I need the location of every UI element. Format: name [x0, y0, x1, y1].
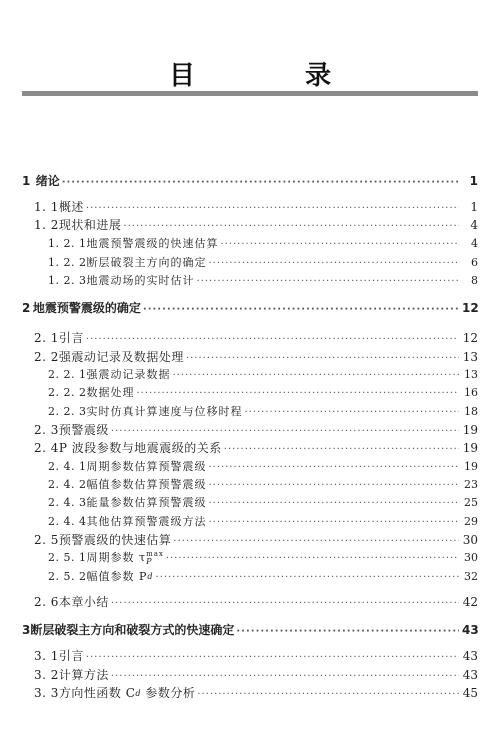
toc-title	[59, 531, 174, 549]
toc-subsection[interactable]	[48, 272, 478, 290]
toc-title-text: 绪论	[35, 174, 60, 188]
toc-page-number: 30	[462, 533, 478, 547]
toc-title-text: 幅值参数估算预警震级	[86, 478, 207, 491]
title-rule	[22, 91, 478, 96]
toc-title-text: 周期参数估算预警震级	[86, 460, 207, 473]
toc-page-number: 43	[462, 623, 479, 637]
toc-title	[86, 549, 165, 567]
toc-section[interactable]	[34, 329, 478, 347]
toc-page-number: 32	[464, 570, 478, 583]
toc-section[interactable]	[34, 531, 478, 549]
toc-title	[59, 329, 86, 347]
toc-number: 1. 2. 2	[48, 256, 87, 269]
toc-number: 2. 2	[34, 350, 59, 364]
math-script	[146, 550, 164, 566]
toc-title	[86, 254, 208, 272]
toc-section[interactable]	[34, 348, 478, 366]
toc-title	[59, 421, 111, 439]
toc-title-text: 引言	[58, 649, 84, 663]
toc-title	[33, 299, 143, 317]
toc-number: 1. 1	[34, 200, 59, 214]
toc-page-number: 4	[471, 237, 478, 250]
toc-title	[30, 621, 236, 639]
toc-title-suffix: 参数分析	[141, 686, 196, 700]
toc-number: 2. 1	[34, 331, 59, 345]
toc-title	[86, 384, 136, 402]
toc-subsection[interactable]	[48, 366, 478, 384]
toc-page-number: 13	[464, 368, 478, 381]
dot-leader	[208, 477, 459, 495]
dot-leader	[208, 255, 459, 273]
toc-title-text: 周期参数 τ	[86, 551, 147, 564]
toc-page-number: 8	[471, 274, 478, 287]
toc-title	[59, 593, 111, 611]
toc-title-text: 现状和进展	[58, 218, 122, 232]
toc-title-text: 强震动记录数据	[86, 368, 171, 381]
toc-title	[59, 216, 124, 234]
toc-number: 2. 4. 2	[48, 478, 87, 491]
toc-subsection[interactable]	[48, 513, 478, 531]
dot-leader	[208, 459, 459, 477]
toc-page-number: 19	[462, 423, 478, 437]
toc-page-number: 12	[462, 301, 479, 315]
toc-page-number: 43	[462, 649, 478, 663]
toc-number: 2. 2. 2	[48, 386, 87, 399]
toc-title-text: 预警震级	[58, 423, 109, 437]
toc-page-number: 29	[464, 515, 478, 528]
toc-section[interactable]	[34, 216, 478, 234]
dot-leader	[208, 514, 459, 532]
toc-number: 2. 5. 2	[48, 570, 87, 583]
toc-page-number: 12	[462, 331, 478, 345]
toc-title	[86, 235, 220, 253]
toc-title-text: 地震预警震级的确定	[32, 301, 141, 315]
toc-section[interactable]	[34, 439, 478, 457]
toc-page-number: 13	[462, 350, 478, 364]
superscript: max	[146, 550, 164, 558]
toc-title-text: 概述	[58, 200, 84, 214]
toc-page-number: 43	[462, 668, 478, 682]
page-title: 目 录	[168, 61, 373, 91]
toc-page-number: 1	[469, 174, 478, 188]
subscript: P	[146, 557, 153, 566]
toc-page-number: 19	[464, 460, 478, 473]
toc-chapter[interactable]	[22, 172, 478, 190]
toc-subsection[interactable]	[48, 384, 478, 402]
toc-title-text: 幅值参数 P	[86, 570, 148, 583]
dot-leader	[166, 550, 459, 568]
toc-title-text: P 波段参数与地震震级的关系	[58, 441, 222, 455]
dot-leader	[172, 367, 459, 385]
toc-section[interactable]	[34, 593, 478, 611]
toc-title	[59, 348, 186, 366]
toc-subsection[interactable]	[48, 549, 478, 567]
toc-subsection[interactable]	[48, 494, 478, 512]
toc-title	[86, 568, 155, 586]
toc-number: 2. 5	[34, 533, 59, 547]
toc-number: 2. 2. 1	[48, 368, 87, 381]
toc-subsection[interactable]	[48, 458, 478, 476]
subscript: d	[135, 688, 142, 698]
toc-title	[59, 684, 197, 702]
toc-page-number: 30	[464, 551, 478, 564]
toc-title	[59, 198, 86, 216]
toc-number: 3. 1	[34, 649, 59, 663]
toc-title	[86, 272, 196, 290]
toc-title-text: 实时仿真计算速度与位移时程	[86, 405, 243, 418]
toc-number: 2	[22, 301, 31, 315]
toc-subsection[interactable]	[48, 403, 478, 421]
toc-title	[36, 172, 62, 190]
toc-title	[86, 366, 172, 384]
toc-number: 3. 3	[34, 686, 59, 700]
toc-title-text: 断层破裂主方向和破裂方式的快速确定	[30, 623, 235, 637]
toc-title-text: 数据处理	[86, 386, 135, 399]
toc-page-number: 23	[464, 478, 478, 491]
toc-page-number: 45	[462, 686, 478, 700]
math-script	[147, 573, 153, 581]
toc-number: 2. 4. 4	[48, 515, 87, 528]
toc-section[interactable]	[34, 684, 478, 702]
toc-title	[86, 494, 208, 512]
toc-title	[59, 439, 224, 457]
toc-title	[86, 513, 208, 531]
toc-title-text: 其他估算预警震级方法	[86, 515, 207, 528]
toc-number: 2. 3	[34, 423, 59, 437]
toc-title-text: 引言	[58, 331, 84, 345]
dot-leader	[143, 301, 459, 319]
dot-leader	[236, 623, 459, 641]
dot-leader	[196, 273, 459, 291]
toc-section[interactable]	[34, 647, 478, 665]
toc-title	[86, 458, 208, 476]
toc-title-text: 强震动记录及数据处理	[58, 350, 184, 364]
toc-subsection[interactable]	[48, 254, 478, 272]
toc-chapter[interactable]	[22, 299, 478, 317]
toc-title-text: 本章小结	[58, 595, 109, 609]
subscript: d	[147, 572, 154, 581]
toc-page-number: 4	[470, 218, 478, 232]
toc-title-text: 方向性函数 C	[58, 686, 136, 700]
dot-leader	[136, 385, 459, 403]
toc-number: 1. 2. 1	[48, 237, 87, 250]
toc-number: 3	[22, 623, 31, 637]
toc-subsection[interactable]	[48, 568, 478, 586]
toc-number: 3. 2	[34, 668, 59, 682]
toc-page-number: 19	[462, 441, 478, 455]
toc-page-number: 18	[464, 405, 478, 418]
toc-section[interactable]	[34, 198, 478, 216]
toc-title	[59, 647, 86, 665]
toc-page-number: 25	[464, 496, 478, 509]
toc-title-text: 地震预警震级的快速估算	[86, 237, 219, 250]
dot-leader	[62, 174, 459, 192]
dot-leader	[244, 404, 459, 422]
toc-section[interactable]	[34, 421, 478, 439]
toc-number: 2. 4. 1	[48, 460, 87, 473]
dot-leader	[220, 236, 459, 254]
toc-chapter[interactable]	[22, 621, 478, 639]
toc-page-number: 16	[464, 386, 478, 399]
toc-number: 2. 4. 3	[48, 496, 87, 509]
dot-leader	[208, 495, 459, 513]
toc-subsection[interactable]	[48, 235, 478, 253]
toc-number: 2. 2. 3	[48, 405, 87, 418]
toc-number: 2. 4	[34, 441, 59, 455]
toc-number: 2. 5. 1	[48, 551, 87, 564]
toc-subsection[interactable]	[48, 476, 478, 494]
toc-number: 1	[22, 174, 31, 188]
dot-leader	[224, 441, 459, 459]
dot-leader	[156, 569, 459, 587]
toc-title	[86, 476, 208, 494]
toc-number: 2. 6	[34, 595, 59, 609]
toc-title-text: 计算方法	[58, 668, 109, 682]
toc-page-number: 6	[471, 256, 478, 269]
toc-title	[59, 666, 111, 684]
dot-leader	[197, 686, 459, 704]
toc-number: 1. 2	[34, 218, 59, 232]
toc-page-number: 42	[462, 595, 478, 609]
toc-number: 1. 2. 3	[48, 274, 87, 287]
toc-title-text: 预警震级的快速估算	[58, 533, 172, 547]
toc-section[interactable]	[34, 666, 478, 684]
toc-page-number: 1	[470, 200, 478, 214]
dot-leader	[123, 218, 459, 236]
dot-leader	[86, 331, 459, 349]
toc-title-text: 地震动场的实时估计	[86, 274, 195, 287]
dot-leader	[111, 595, 459, 613]
toc-title-text: 断层破裂主方向的确定	[86, 256, 207, 269]
dot-leader	[86, 649, 459, 667]
toc-title-text: 能量参数估算预警震级	[86, 496, 207, 509]
toc-title	[86, 403, 244, 421]
